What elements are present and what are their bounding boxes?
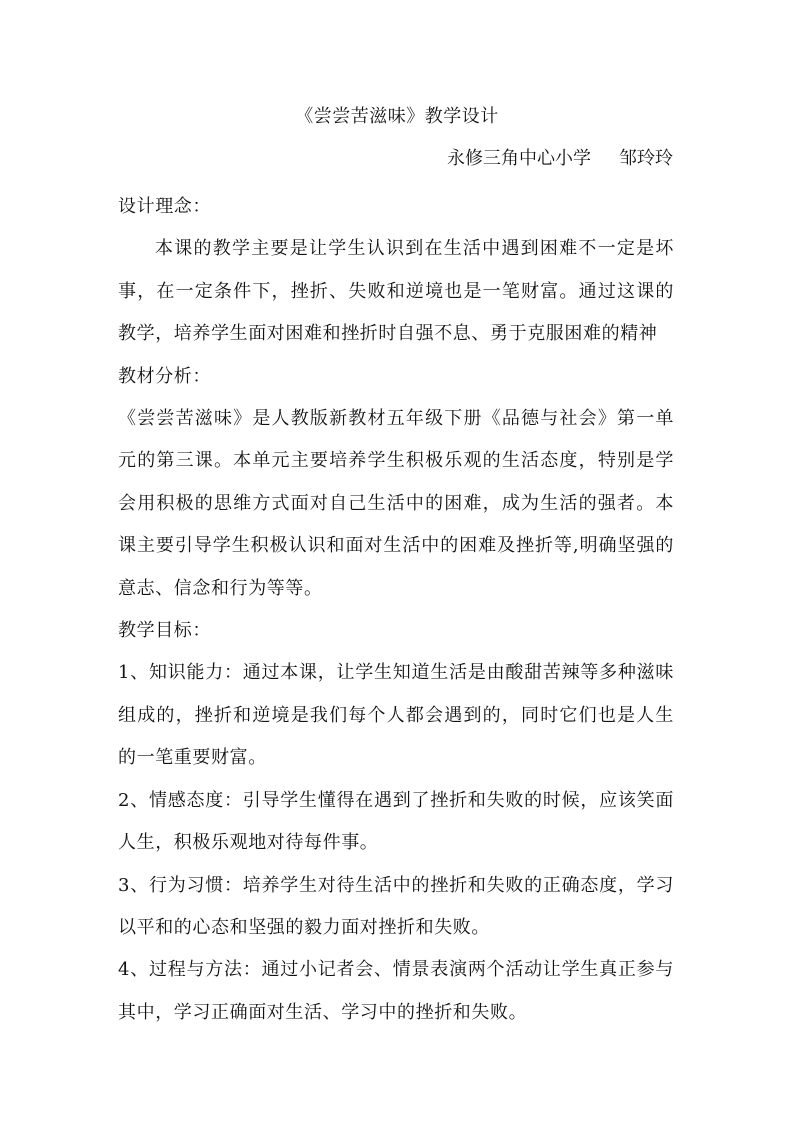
author-name: 邹玲玲: [619, 148, 673, 169]
goal-item-2: 2、情感态度：引导学生懂得在遇到了挫折和失败的时候，应该笑面人生，积极乐观地对待每件事。: [118, 789, 674, 854]
goal-item-3: 3、行为习惯：培养学生对待生活中的挫折和失败的正确态度，学习以平和的心态和坚强的毅力面对挫折和失败。: [118, 874, 674, 938]
section-heading-teaching-goals: 教学目标：: [118, 620, 211, 642]
section-heading-material-analysis: 教材分析：: [118, 365, 211, 387]
paragraph-material-analysis: 《尝尝苦滋味》是人教版新教材五年级下册《品德与社会》第一单元的第三课。本单元主要培养学生积极乐观的生活态度，特别是学会用积极的思维方式面对自己生活中的困难，成为生活的强者。本课主要引导学生积极认识和面对生活中的困难及挫折等,明确坚强的意志、信念和行为等等。: [118, 408, 674, 599]
section-heading-design-concept: 设计理念：: [118, 196, 211, 217]
goal-item-4: 4、过程与方法：通过小记者会、情景表演两个活动让学生真正参与其中，学习正确面对生活、学习中的挫折和失败。: [118, 959, 674, 1023]
paragraph-design-concept: 本课的教学主要是让学生认识到在生活中遇到困难不一定是坏事，在一定条件下，挫折、失败和逆境也是一笔财富。通过这课的教学，培养学生面对困难和挫折时自强不息、勇于克服困难的精神: [118, 238, 674, 345]
school-name: 永修三角中心小学: [447, 148, 591, 169]
document-body: [118, 186, 674, 1034]
document-title: 《尝尝苦滋味》教学设计: [295, 106, 499, 127]
goal-item-1: 1、知识能力：通过本课，让学生知道生活是由酸甜苦辣等多种滋味组成的，挫折和逆境是我们每个人都会遇到的，同时它们也是人生的一笔重要财富。: [118, 662, 674, 769]
author-line: [447, 145, 673, 173]
